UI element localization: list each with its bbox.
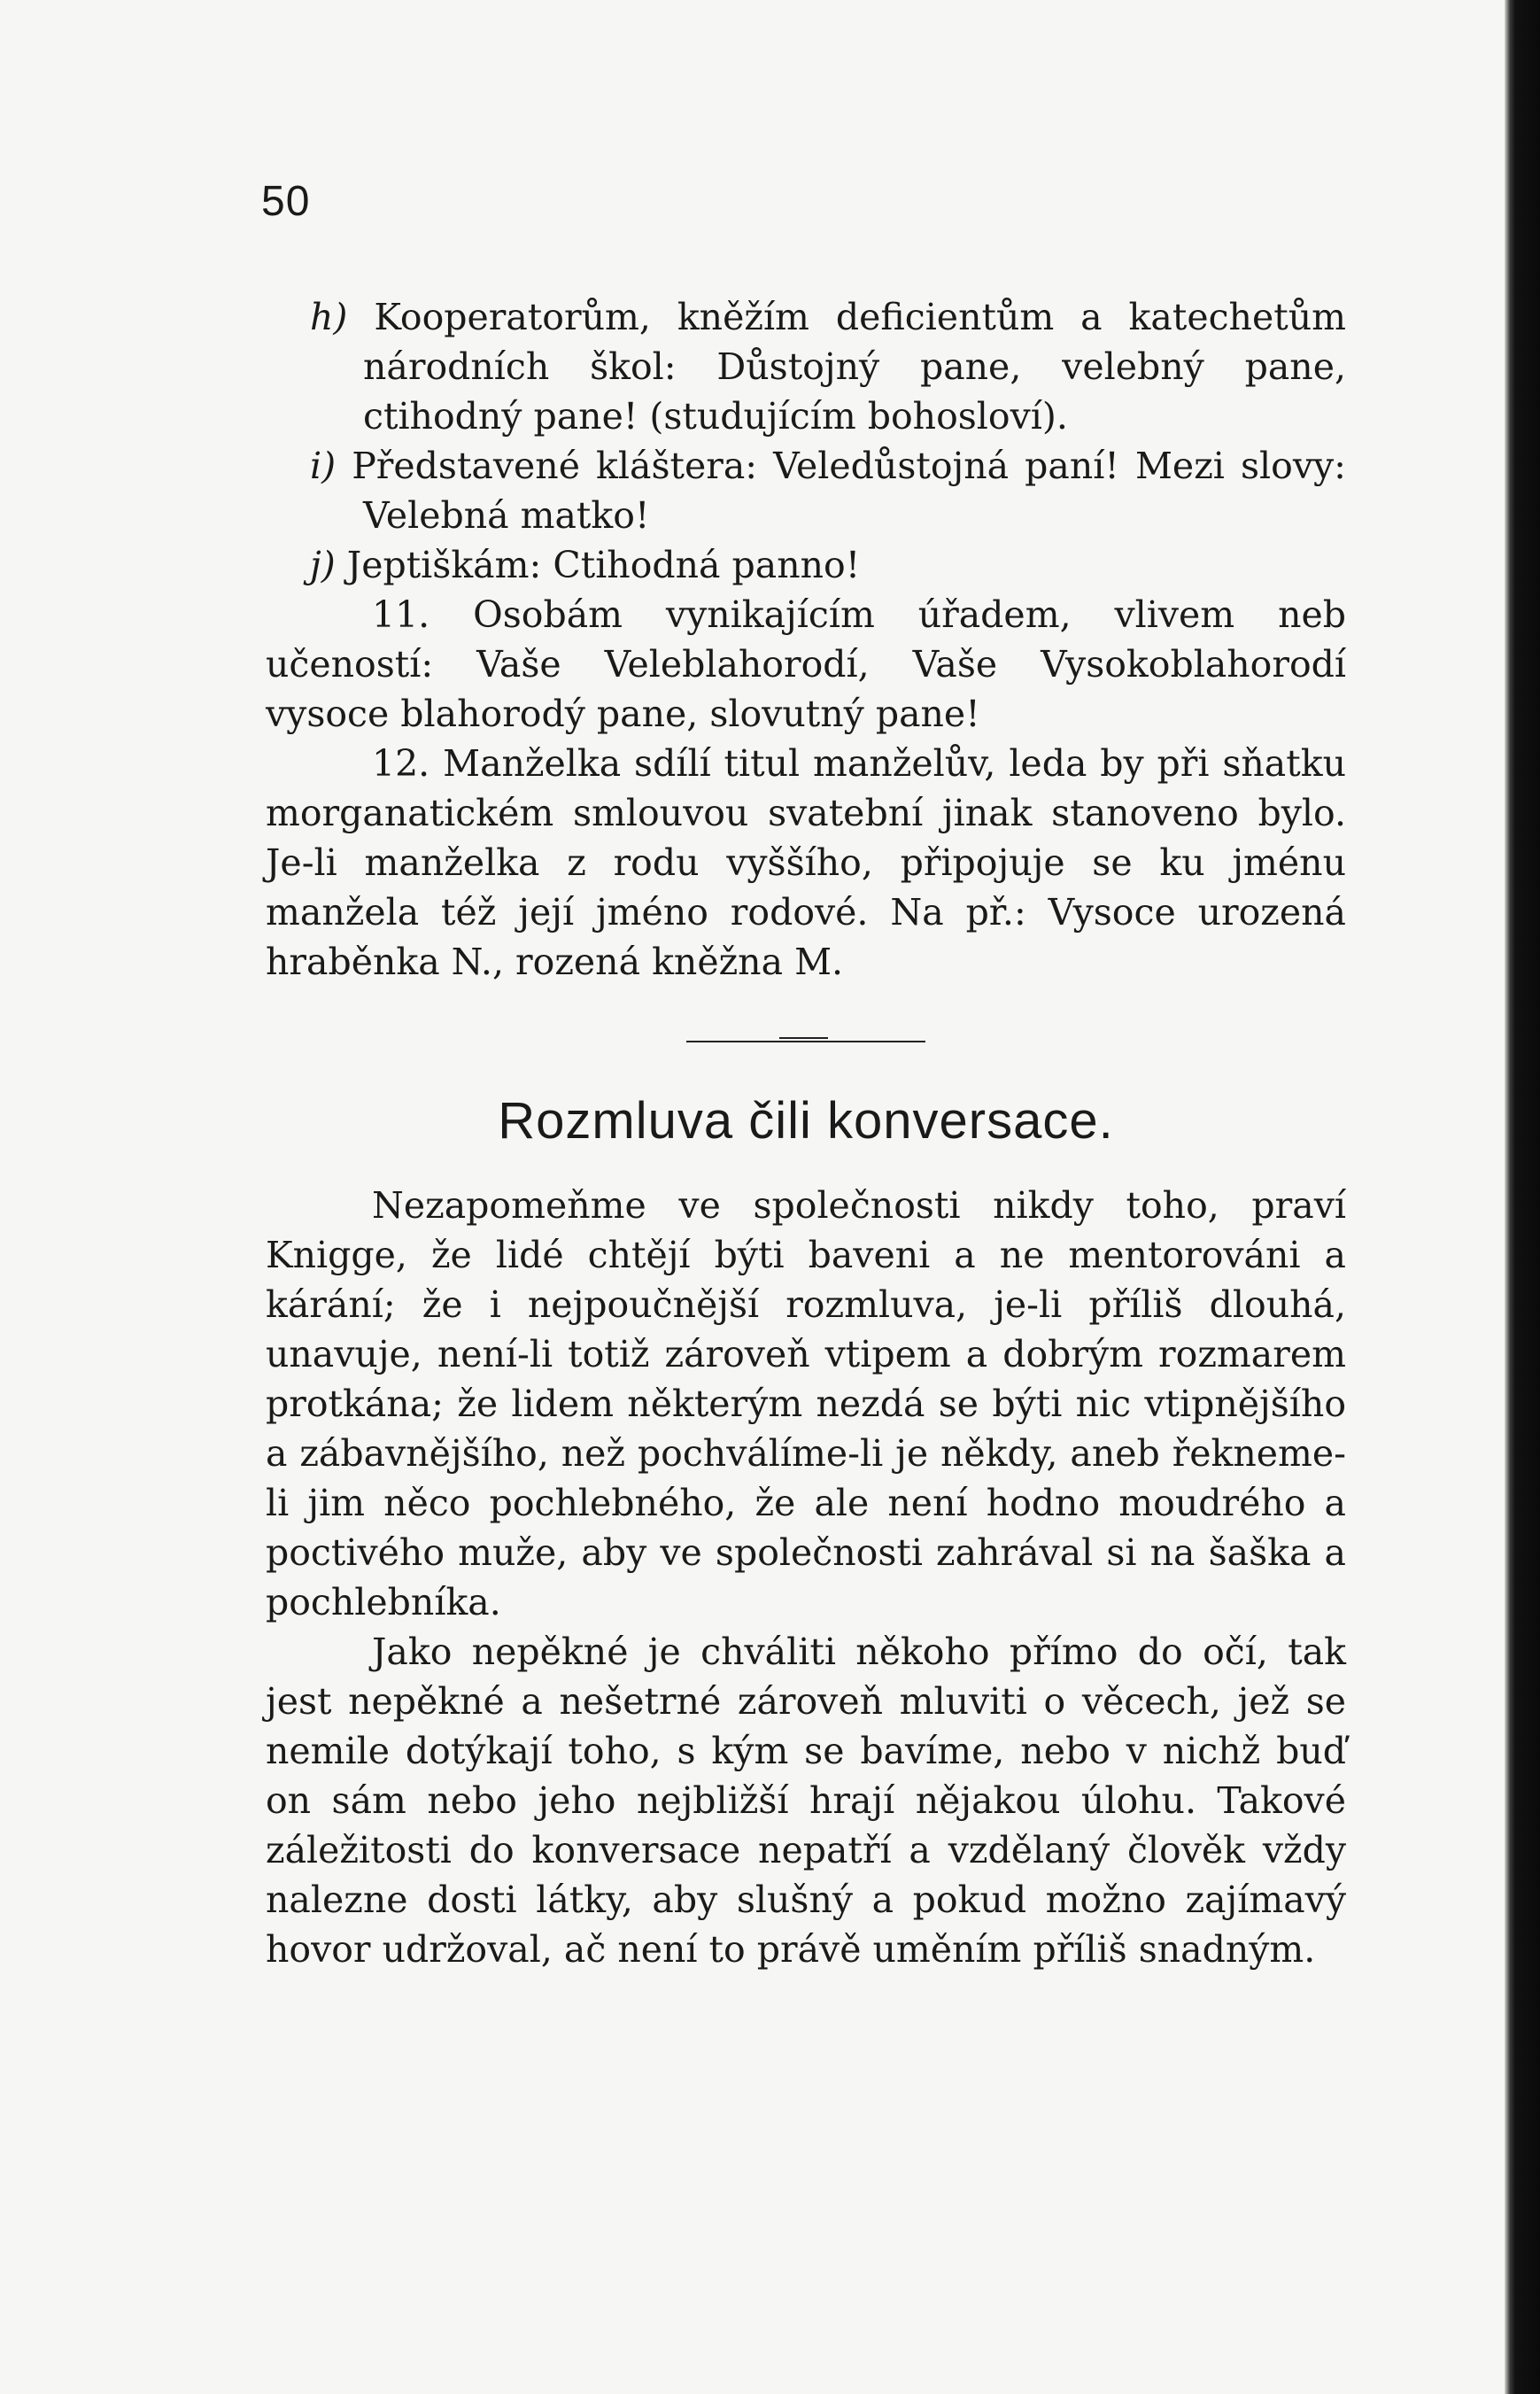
paragraph-text: Osobám vynikajícím úřadem, vlivem neb učeností: Vaše Veleblahorodí, Vaše Vysokoblahorodí vysoce blahorodý pane, slovutný pane! bbox=[266, 593, 1346, 735]
paragraph-text: Manželka sdílí titul manželův, leda by při sňatku morganatickém smlouvou svatební jinak stanoveno bylo. Je-li manželka z rodu vyššího, připojuje se ku jménu manžela též její jméno rodové. Na př.: Vysoce urozená hraběnka N., rozená kněžna M. bbox=[266, 742, 1346, 983]
list-item-i bbox=[266, 441, 1346, 540]
page-number: 50 bbox=[261, 178, 311, 225]
section-paragraph-1: Nezapomeňme ve společnosti nikdy toho, praví Knigge, že lidé chtějí býti baveni a ne mentorováni a kárání; že i nejpoučnější rozmluva, je-li příliš dlouhá, unavuje, není-li totiž zároveň vtipem a dobrým rozmarem protkána; že lidem některým nezdá se býti nic vtipnějšího a zábavnějšího, než pochválíme-li je někdy, aneb řekneme-li jim něco pochlebného, že ale není hodno moudrého a poctivého muže, aby ve společnosti zahrával si na šaška a pochlebníka. bbox=[266, 1184, 1346, 1623]
numbered-paragraph-12 bbox=[266, 739, 1346, 987]
section-separator bbox=[686, 1033, 925, 1050]
list-item-text: Představené kláštera: Veledůstojná paní! Mezi slovy: Velebná matko! bbox=[352, 445, 1346, 537]
list-item-j bbox=[266, 540, 1346, 590]
list-marker: j) bbox=[310, 544, 336, 586]
list-marker: h) bbox=[310, 296, 348, 338]
list-marker: i) bbox=[310, 445, 337, 487]
numbered-paragraph-11 bbox=[266, 590, 1346, 739]
section-paragraph-2: Jako nepěkné je chváliti někoho přímo do očí, tak jest nepěkné a nešetrné zároveň mluviti o věcech, jež se nemile dotýkají toho, s kým se bavíme, nebo v nichž buď on sám nebo jeho nejbližší hrají nějakou úlohu. Takové záležitosti do konversace nepatří a vzdělaný člověk vždy nalezne dosti látky, aby slušný a pokud možno zajímavý hovor udržoval, ač není to právě uměním příliš snadným. bbox=[266, 1631, 1346, 1971]
list-item-text: Kooperatorům, kněžím deficientům a katechetům národních škol: Důstojný pane, velebný pane, ctihodný pane! (studujícím bohosloví). bbox=[363, 296, 1346, 438]
paragraph-number: 12. bbox=[372, 742, 430, 785]
paragraph-number: 11. bbox=[372, 593, 430, 636]
page-content bbox=[266, 292, 1346, 1974]
list-item-h bbox=[266, 292, 1346, 441]
page-binding-edge bbox=[1505, 0, 1540, 2394]
section-title: Rozmluva čili konversace. bbox=[498, 1092, 1114, 1150]
separator-double-line bbox=[779, 1037, 828, 1039]
separator-line bbox=[686, 1041, 925, 1042]
list-item-text: Jeptiškám: Ctihodná panno! bbox=[346, 544, 861, 586]
